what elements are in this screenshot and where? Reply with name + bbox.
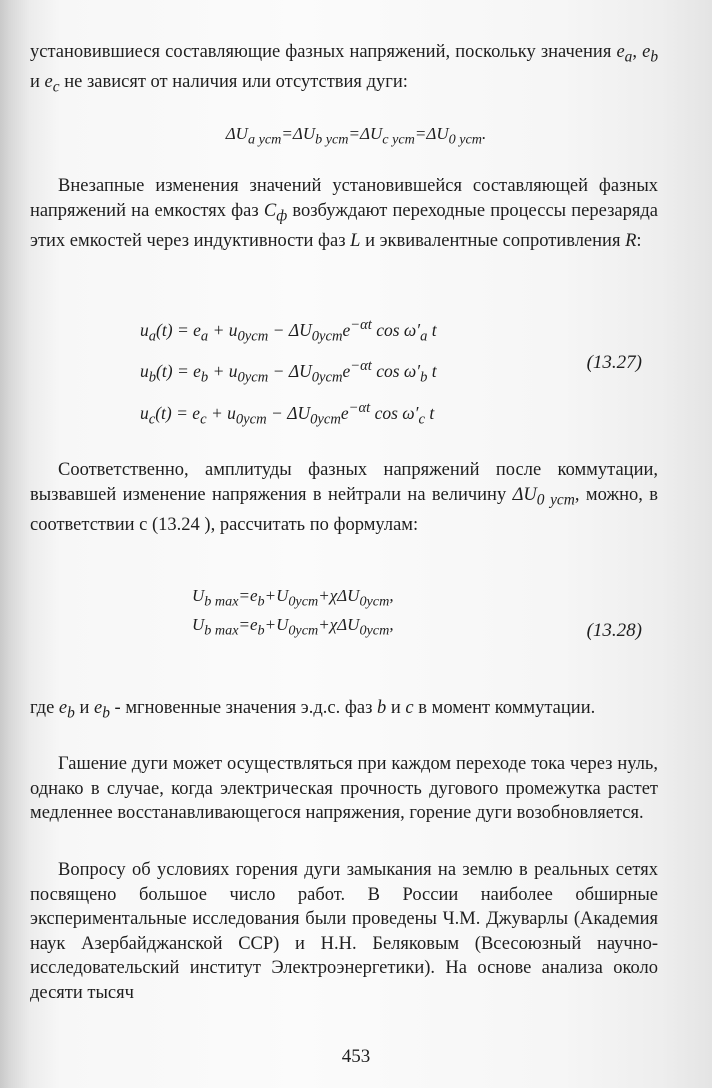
- equation-number-13-28: (13.28): [586, 620, 642, 641]
- paragraph-3: Соответственно, амплитуды фазных напряжений после коммутации, вызвавшей изменение напряжения в нейтрали на величину $\Delta U_{0 уст}$, можно, в соответствии с (13.24 ), рассчитать по формулам:: [30, 460, 659, 535]
- paragraph-1: установившиеся составляющие фазных напряжений, поскольку значения $e_a$, $e_b$ и $e_c$ не зависят от наличия или отсутствия дуги:: [30, 42, 659, 96]
- equation-block-13-27: [140, 310, 437, 434]
- equation-line-ub: $u_b(t) = e_b + u_{0уст} - \Delta U_{0уст}e^{-\alpha t}$ $\cos \omega'_b$ t: [140, 358, 437, 386]
- equation-number-13-27: (13.27): [586, 352, 642, 373]
- page-number: 453: [341, 1046, 371, 1067]
- equation-line-ua: $u_a(t) = e_a + u_{0уст} - \Delta U_{0уст}e^{-\alpha t}$ $\cos \omega'_a$ t: [140, 317, 437, 345]
- paragraph-2: Внезапные изменения значений установившейся составляющей фазных напряжений на емкостях фаз $C_ф$ возбуждают переходные процессы перезаряда этих емкостей через индуктивности фаз L и эквивалентные сопротивления R:: [30, 176, 658, 251]
- paragraph-5: Гашение дуги может осуществляться при каждом переходе тока через нуль, однако в случае, когда электрическая прочность дугового промежутка растет медленнее восстанавливающегося напряжения, горение дуги возобновляется.: [30, 754, 658, 823]
- equation-line-uc: $u_c(t) = e_c + u_{0уст} - \Delta U_{0уст}e^{-\alpha t}$ $\cos \omega'_c$ t: [140, 399, 435, 427]
- equation-line-ubmax-1: $U_{b max}=e_b+U_{0уст}+\chi\Delta U_{0уст}$,: [192, 586, 394, 610]
- paragraph-6: Вопросу об условиях горения дуги замыкания на землю в реальных сетях посвящено большое число работ. В России наиболее обширные экспериментальные исследования были проведены Ч.М. Джуварлы (Академия наук Азербайджанской ССР) и Н.Н. Беляковым (Всесоюзный научно-исследовательский институт Электроэнергетики). На основе анализа около десяти тысяч: [30, 860, 658, 1003]
- equation-delta-u: $\Delta U_{a уст}=\Delta U_{b уст}=\Delta U_{c уст}=\Delta U_{0 уст}$.: [225, 124, 487, 148]
- equation-block-13-28: [192, 584, 394, 643]
- equation-line-ubmax-2: $U_{b max}=e_b+U_{0уст}+\chi\Delta U_{0уст}$,: [192, 615, 394, 639]
- paragraph-4: где $e_b$ и $e_b$ - мгновенные значения э.д.с. фаз b и c в момент коммутации.: [30, 698, 596, 722]
